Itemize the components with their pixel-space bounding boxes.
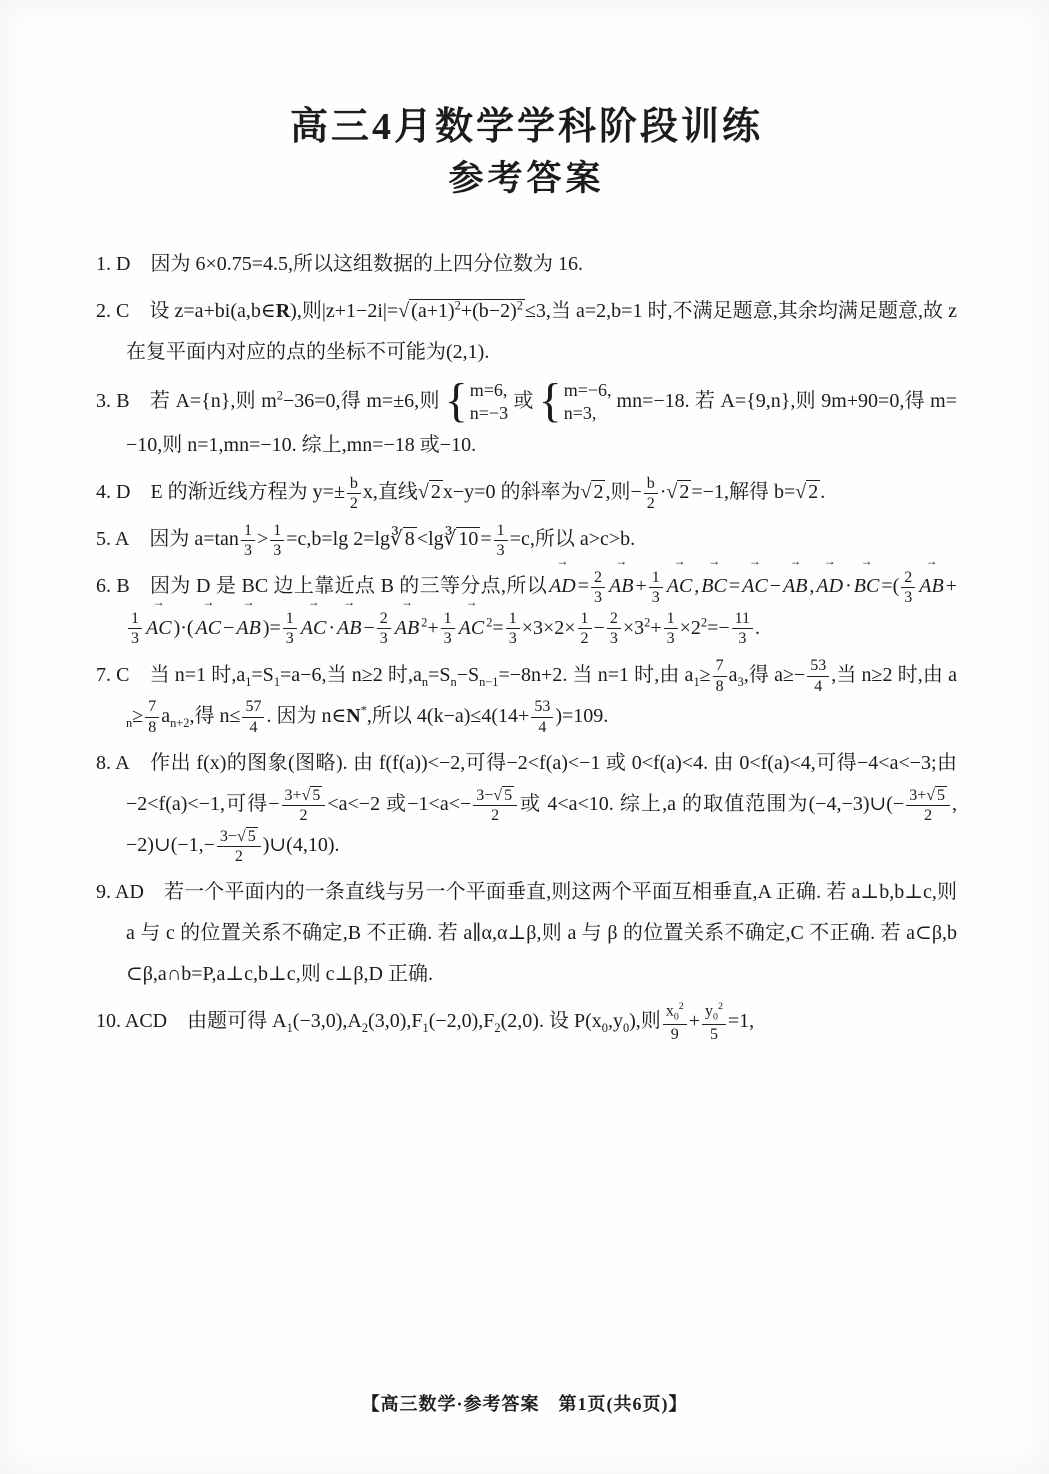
answer-item-4: 4. D E 的渐近线方程为 y=± $\frac{b}{2}$ x,直线√ 2 x−y=0 的斜率为√ 2 ,则− $\frac{b}{2}$ ·√ 2 =−1,解得 b=√ 2 . xyxy=(96,475,826,513)
answer-item-1: 1. D 因为 6×0.75=4.5,所以这组数据的上四分位数为 16. xyxy=(96,252,584,275)
answer-item-9: 9. AD 若一个平面内的一条直线与另一个平面垂直,则这两个平面互相垂直,A 正确. 若 a⊥b,b⊥c,则 a 与 c 的位置关系不确定,B 不正确. 若 a∥α,α⊥β,则 a 与 β 的位置关系不确定,C 不正确. 若 a⊂β,b⊂β,a∩b=P,a⊥c,b⊥c,则 c⊥β,D 正确. xyxy=(96,881,957,986)
answer-item-5: 5. A 因为 a=tan $\frac{1}{3}$ > $\frac{1}{3}$ =c,b=lg 2=lg∛ 8 <lg∛ 10 = $\frac{1}{3}$ =c,所以 a>c>b. xyxy=(96,522,636,560)
answer-item-6: 6. B 因为 D 是 BC 边上靠近点 B 的三等分点,所以 AD → = $\frac{2}{3}$ AB → + $\frac{1}{3}$ AC → , BC → = AC → − AB → , AD → · BC → =( $\frac{2}{3}$ AB → + $\frac{1}{3}$ AC → )·( AC → − AB → )= $\frac{1}{3}$ AC → · AB → − $\frac{2}{3}$ AB → $^2$+ $\frac{1}{3}$ AC → $^2$= $\frac{1}{3}$ ×3×2× $\frac{1}{2}$ − $\frac{2}{3}$ $\times 3^2+$ $\frac{1}{3}$ $\times 2^2=-$ $\frac{11}{3}$ . xyxy=(96,566,957,648)
page-title: 高三4月数学学科阶段训练 xyxy=(289,106,763,148)
answer-item-8: 8. A 作出 f(x)的图象(图略). 由 f(f(a))<−2,可得−2<f(a)<−1 或 0<f(a)<4. 由 0<f(a)<4,可得−4<a<−3;由−2<f(a)<−1,可得− $\frac{3+√ 5}{2}$ <a<−2 或−1<a<− $\frac{3-√ 5}{2}$ 或 4<a<10. 综上,a 的取值范围为(−4,−3)∪(− $\frac{3+√ 5}{2}$ ,−2)∪(−1,− $\frac{3-√ 5}{2}$ )∪(4,10). xyxy=(96,751,957,865)
answer-item-7: 7. C 当 n=1 时$,a_1=S_1=a-6$,当 n≥2 时$,a_n=S_n-S_{n-1}=-8n+2$. 当 n=1 时,由 $a_1\ge$ $\frac{7}{8}$ $a_3$,得 a≥− $\frac{53}{4}$ ,当 n≥2 时,由 $a_n\ge$ $\frac{7}{8}$ $a_{n+2}$,得 n≤ $\frac{57}{4}$ . 因为 n∈N*,所以 4(k−a)≤4(14+ $\frac{53}{4}$ )=109. xyxy=(96,657,957,736)
page-footer: 【高三数学·参考答案 第1页(共6页)】 xyxy=(361,1394,688,1414)
answer-item-10: 10. ACD 由题可得 $A_1(-3,0),A_2(3,0),F_1(-2,0),F_2(2,0)$. 设 $P(x_0,y_0)$,则 $\frac{x_0^2}{9}$ + $\frac{y_0^2}{5}$ =1, xyxy=(96,1001,755,1043)
answer-item-2: 2. C 设 z=a+bi(a,b∈R),则|z+1−2i|=√ $(a+1)^2+(b-2)^2 \le 3$,当 a=2,b=1 时,不满足题意,其余均满足题意,故 z 在复平面内对应的点的坐标不可能为(2,1). xyxy=(96,297,957,363)
answer-item-3: 3. B 若 A={n},则 $m^2-36=0$,得 m=±6,则 { m=6, n=−3 或 { m=−6, n=3, mn=−18. 若 A={9,n},则 9m+90=0,得 m=−10,则 n=1,mn=−10. 综上,mn=−18 或−10. xyxy=(96,374,957,457)
page-subtitle: 参考答案 xyxy=(448,158,605,198)
answers-list xyxy=(96,244,957,1044)
